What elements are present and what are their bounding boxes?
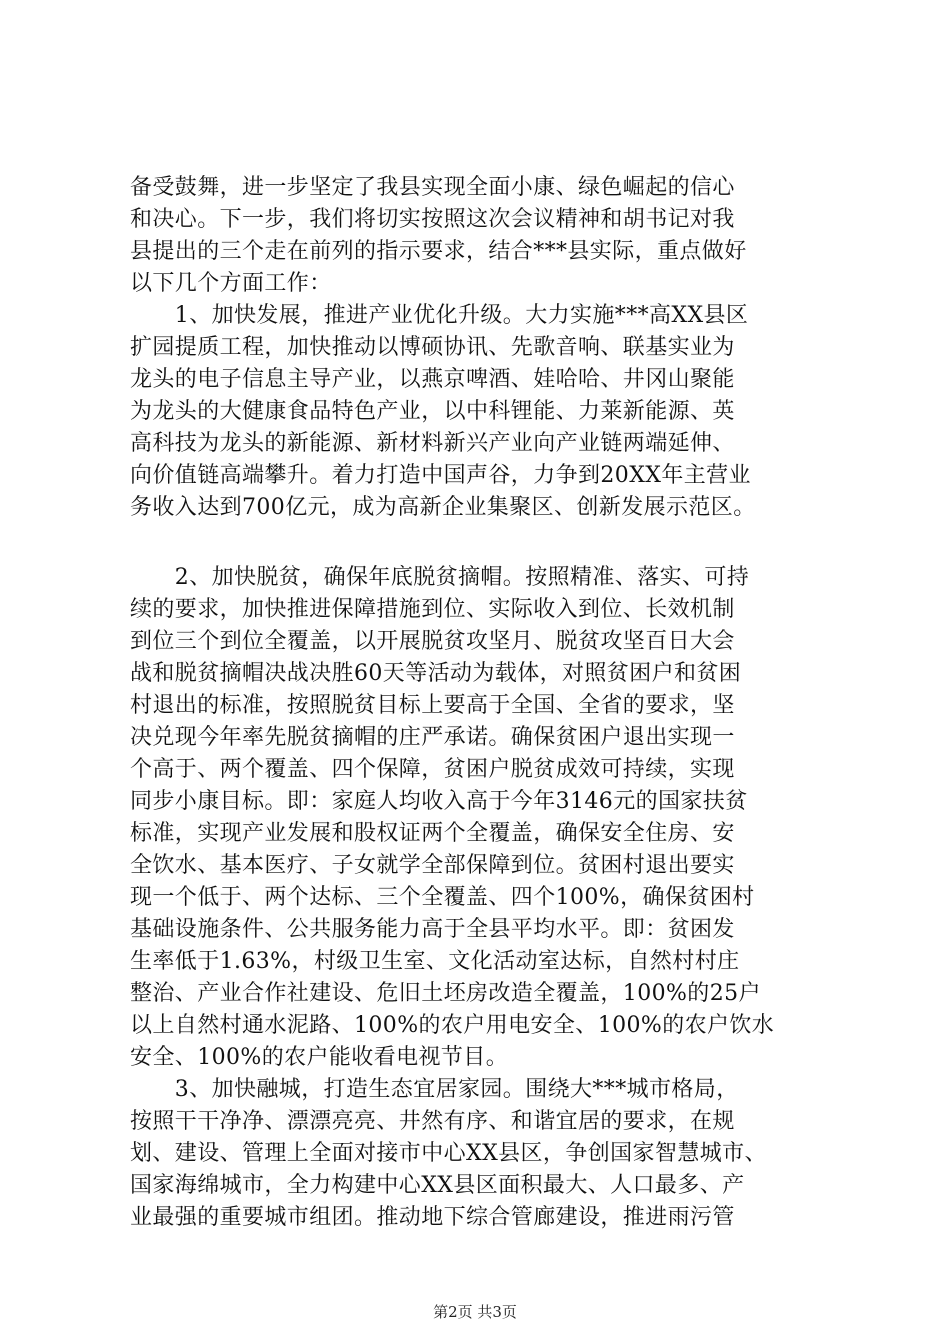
text-line: 2、加快脱贫，确保年底脱贫摘帽。按照精准、落实、可持 bbox=[130, 565, 750, 590]
text-line: 按照干干净净、漂漂亮亮、井然有序、和谐宜居的要求，在规 bbox=[130, 1109, 735, 1134]
text-line: 整治、产业合作社建设、危旧土坯房改造全覆盖，100%的25户 bbox=[130, 981, 761, 1006]
text-line: 扩园提质工程，加快推动以博硕协讯、先歌音响、联基实业为 bbox=[130, 335, 735, 360]
text-line: 国家海绵城市，全力构建中心XX县区面积最大、人口最多、产 bbox=[130, 1173, 745, 1198]
text-line: 标准，实现产业发展和股权证两个全覆盖，确保安全住房、安 bbox=[130, 821, 735, 846]
text-line: 续的要求，加快推进保障措施到位、实际收入到位、长效机制 bbox=[130, 597, 735, 622]
text-line: 备受鼓舞，进一步坚定了我县实现全面小康、绿色崛起的信心 bbox=[130, 175, 735, 200]
text-line: 基础设施条件、公共服务能力高于全县平均水平。即：贫困发 bbox=[130, 917, 735, 942]
text-line: 以上自然村通水泥路、100%的农户用电安全、100%的农户饮水 bbox=[130, 1013, 775, 1038]
text-line: 现一个低于、两个达标、三个全覆盖、四个100%，确保贫困村 bbox=[130, 885, 755, 910]
text-line: 全饮水、基本医疗、子女就学全部保障到位。贫困村退出要实 bbox=[130, 853, 735, 878]
text-line: 和决心。下一步，我们将切实按照这次会议精神和胡书记对我 bbox=[130, 207, 735, 232]
text-line: 决兑现今年率先脱贫摘帽的庄严承诺。确保贫困户退出实现一 bbox=[130, 725, 735, 750]
text-line: 3、加快融城，打造生态宜居家园。围绕大***城市格局， bbox=[130, 1077, 739, 1102]
page-number-footer: 第2页 共3页 bbox=[433, 1303, 517, 1321]
body-text bbox=[130, 172, 830, 1234]
text-line: 1、加快发展，推进产业优化升级。大力实施***高XX县区 bbox=[130, 303, 749, 328]
text-line: 划、建设、管理上全面对接市中心XX县区，争创国家智慧城市、 bbox=[130, 1141, 767, 1166]
text-line: 战和脱贫摘帽决战决胜60天等活动为载体，对照贫困户和贫困 bbox=[130, 661, 742, 686]
paragraph-gap bbox=[130, 524, 830, 562]
text-line: 务收入达到700亿元，成为高新企业集聚区、创新发展示范区。 bbox=[130, 495, 756, 520]
text-line: 村退出的标准，按照脱贫目标上要高于全国、全省的要求，坚 bbox=[130, 693, 735, 718]
text-line: 业最强的重要城市组团。推动地下综合管廊建设，推进雨污管 bbox=[130, 1205, 735, 1230]
text-line: 同步小康目标。即：家庭人均收入高于今年3146元的国家扶贫 bbox=[130, 789, 748, 814]
text-line: 安全、100%的农户能收看电视节目。 bbox=[130, 1045, 509, 1070]
text-line: 为龙头的大健康食品特色产业，以中科锂能、力莱新能源、英 bbox=[130, 399, 735, 424]
text-line: 龙头的电子信息主导产业，以燕京啤酒、娃哈哈、井冈山聚能 bbox=[130, 367, 735, 392]
text-line: 高科技为龙头的新能源、新材料新兴产业向产业链两端延伸、 bbox=[130, 431, 735, 456]
text-line: 向价值链高端攀升。着力打造中国声谷，力争到20XX年主营业 bbox=[130, 463, 751, 488]
text-line: 生率低于1.63%，村级卫生室、文化活动室达标，自然村村庄 bbox=[130, 949, 740, 974]
text-line: 到位三个到位全覆盖，以开展脱贫攻坚月、脱贫攻坚百日大会 bbox=[130, 629, 735, 654]
text-line: 个高于、两个覆盖、四个保障，贫困户脱贫成效可持续，实现 bbox=[130, 757, 735, 782]
text-line: 以下几个方面工作： bbox=[130, 271, 332, 296]
text-line: 县提出的三个走在前列的指示要求，结合***县实际，重点做好 bbox=[130, 239, 747, 264]
